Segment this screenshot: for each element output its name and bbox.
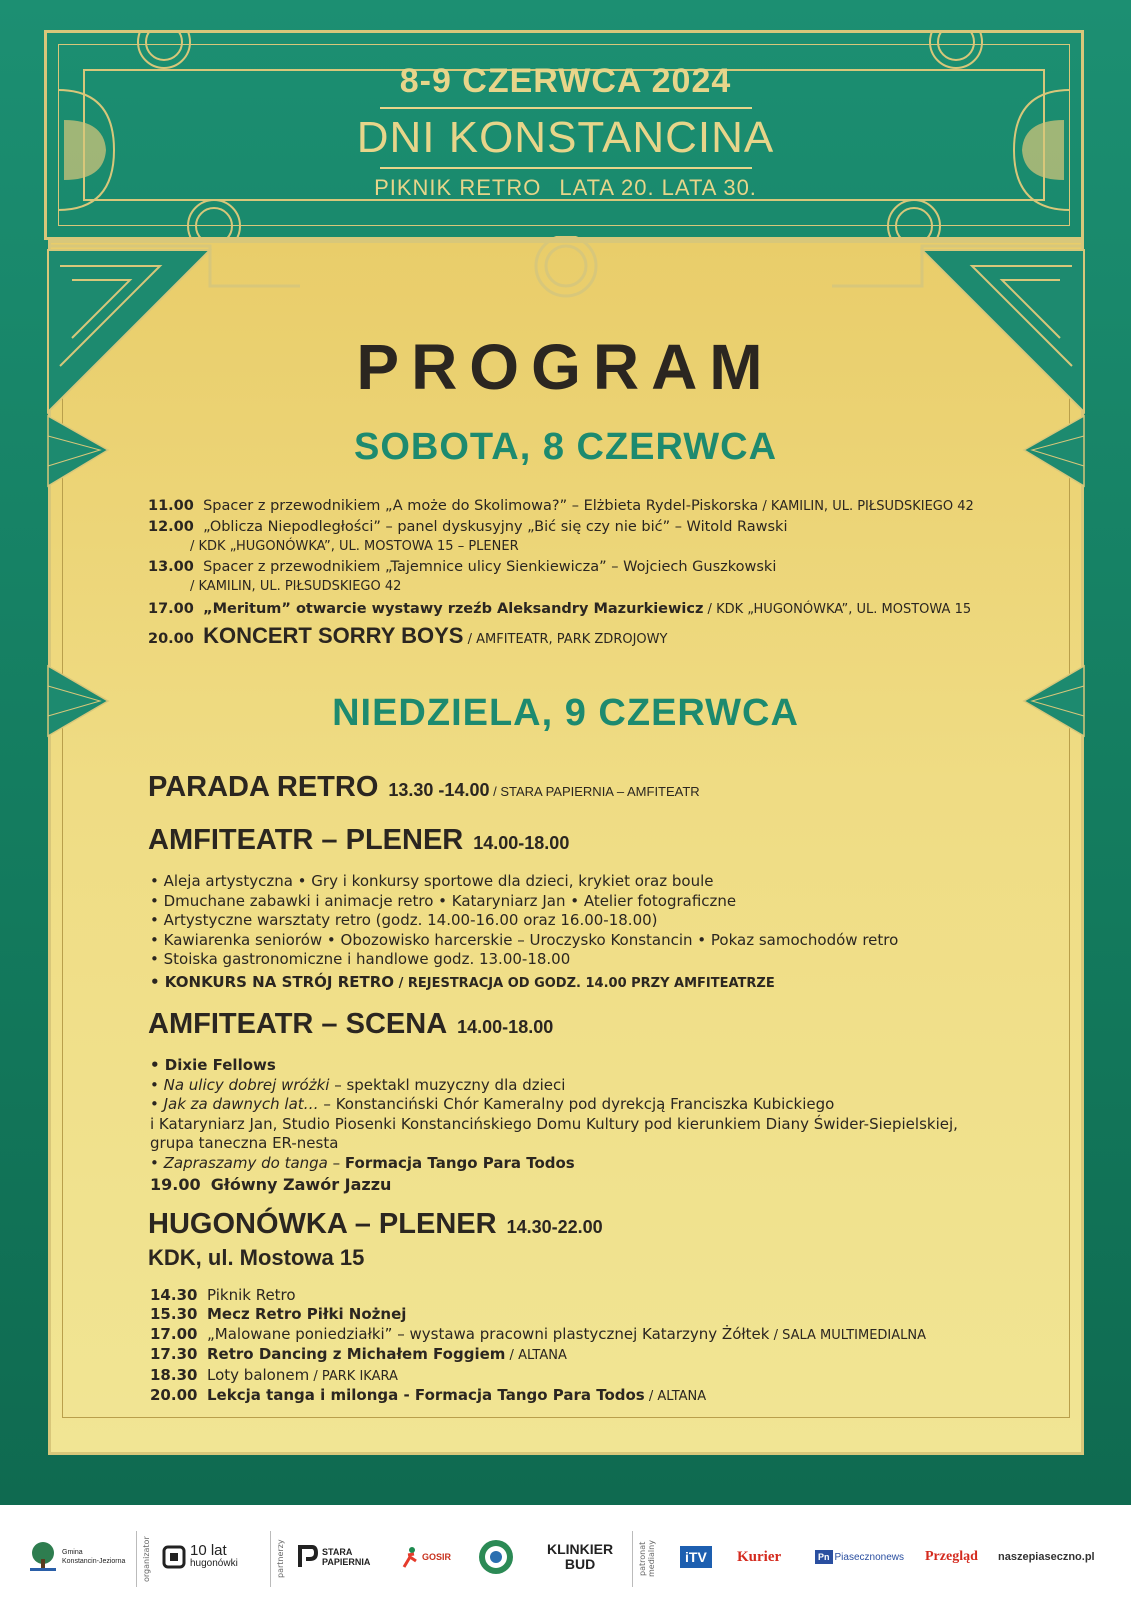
konkurs-item	[148, 973, 1048, 994]
hug-item-4	[148, 1345, 1048, 1366]
footer-divider	[270, 1531, 271, 1587]
konkurs-loc: / REJESTRACJA OD GODZ. 14.00 PRZY AMFITEATRZE	[394, 975, 775, 991]
hug-time: 14.30-22.00	[506, 1216, 603, 1237]
hugonowka-icon	[162, 1545, 186, 1569]
scena-heading	[148, 1007, 1048, 1044]
scena-3-title: • Jak za dawnych lat…	[150, 1095, 319, 1113]
plener-title: AMFITEATR – PLENER	[148, 824, 464, 856]
hug-6-time: 20.00	[150, 1386, 198, 1404]
gosir-text: GOSIR	[422, 1552, 452, 1562]
hug-item-3	[148, 1325, 1048, 1346]
scena-4-dash: –	[327, 1153, 345, 1172]
hug-3-text: „Malowane poniedziałki” – wystawa pracowni plastycznej Katarzyny Żółtek	[207, 1324, 770, 1343]
scena-2-title: • Na ulicy dobrej wróżki	[150, 1075, 330, 1094]
klinkier-line1: KLINKIER	[547, 1541, 614, 1557]
footer-divider	[136, 1531, 137, 1587]
sat-e1-time: 11.00	[148, 498, 194, 514]
papiernia-icon	[298, 1545, 318, 1569]
partnerzy-label: partnerzy	[276, 1539, 285, 1579]
event-date: 8-9 CZERWCA 2024	[399, 62, 732, 100]
stara-papiernia-logo	[298, 1535, 370, 1579]
scena-item-5	[148, 1175, 1048, 1195]
scena-5-time: 19.00	[150, 1175, 201, 1194]
patronat-label	[638, 1531, 658, 1587]
hug-5-text: Loty balonem	[207, 1365, 310, 1384]
sat-e4-loc: / KDK „HUGONÓWKA”, UL. MOSTOWA 15	[703, 602, 972, 617]
sat-e3-loc: / KAMILIN, UL. PIŁSUDSKIEGO 42	[190, 579, 402, 594]
header-rule	[380, 107, 752, 109]
sat-e1-loc: / KAMILIN, UL. PIŁSUDSKIEGO 42	[758, 499, 974, 514]
plener-item: • Stoiska gastronomiczne i handlowe godz. 13.00-18.00	[150, 950, 571, 968]
sat-event-3	[148, 557, 1048, 577]
scena-1-text: • Dixie Fellows	[150, 1056, 276, 1074]
hug-4-text: Retro Dancing z Michałem Foggiem	[207, 1345, 506, 1363]
hug-2-time: 15.30	[150, 1305, 198, 1323]
gmina-logo	[28, 1535, 125, 1579]
plener-item: • Aleja artystyczna • Gry i konkursy sportowe dla dzieci, krykiet oraz boule	[150, 872, 714, 890]
scena-list	[148, 1056, 1048, 1195]
hug-list	[148, 1286, 1048, 1407]
klinkier-line2: BUD	[564, 1556, 596, 1572]
sat-e5-loc: / AMFITEATR, PARK ZDROJOWY	[463, 632, 668, 647]
parada-time: 13.30 -14.00	[388, 780, 490, 800]
hug-5-loc: / PARK IKARA	[309, 1368, 398, 1384]
scena-4-title: • Zapraszamy do tanga	[150, 1153, 328, 1172]
event-title: DNI KONSTANCINA	[356, 113, 775, 162]
hug-item-5	[148, 1366, 1048, 1387]
scena-title: AMFITEATR – SCENA	[148, 1008, 448, 1040]
scouting-logo	[477, 1535, 515, 1579]
hug-4-loc: / ALTANA	[505, 1348, 567, 1363]
plener-heading	[148, 823, 1048, 860]
scena-item-3b: i Kataryniarz Jan, Studio Piosenki Konstancińskiego Domu Kultury pod kierunkiem Diany Świder-Siepielskiej,	[150, 1114, 958, 1133]
gmina-line1: Gmina	[62, 1549, 83, 1556]
hugonowka-line1: 10 lat	[190, 1542, 227, 1559]
papiernia-line2: PAPIERNIA	[322, 1557, 371, 1567]
scena-4-text: Formacja Tango Para Todos	[344, 1153, 575, 1172]
sat-e2-text: „Oblicza Niepodległości” – panel dyskusyjny „Bić się czy nie bić” – Witold Rawski	[203, 519, 788, 535]
header-rule-2	[380, 167, 752, 169]
hug-4-time: 17.30	[150, 1345, 198, 1363]
papiernia-line1: STARA	[322, 1547, 353, 1557]
sat-e3-text: Spacer z przewodnikiem „Tajemnice ulicy Sienkiewicza” – Wojciech Guszkowski	[203, 559, 777, 575]
scena-item-2	[148, 1076, 1048, 1096]
hug-item-1	[148, 1286, 1048, 1306]
tree-icon	[28, 1541, 58, 1573]
hug-title: HUGONÓWKA – PLENER	[148, 1207, 497, 1240]
sponsor-footer	[0, 1505, 1131, 1600]
plener-item: • Artystyczne warsztaty retro (godz. 14.00-16.00 oraz 16.00-18.00)	[150, 911, 658, 929]
gmina-line2: Konstancin-Jeziorna	[62, 1558, 126, 1565]
header-text	[0, 62, 1131, 201]
plener-time: 14.00-18.00	[473, 833, 570, 853]
naszepiaseczno-logo	[998, 1535, 1095, 1579]
saturday-heading: SOBOTA, 8 CZERWCA	[353, 426, 778, 468]
parada-heading	[148, 770, 1048, 809]
hugonowka-logo	[162, 1535, 238, 1579]
piasecznonews-logo	[815, 1535, 904, 1579]
runner-icon	[398, 1545, 422, 1569]
sat-event-4	[148, 599, 1048, 620]
plener-item: • Kawiarenka seniorów • Obozowisko harcerskie – Uroczysko Konstancin • Pokaz samochodów retro	[150, 930, 899, 949]
footer-divider	[632, 1531, 633, 1587]
parada-title: PARADA RETRO	[148, 771, 379, 803]
plener-list	[148, 872, 1048, 993]
hug-1-time: 14.30	[150, 1285, 198, 1304]
subtitle-lata: LATA 20. LATA 30.	[559, 175, 757, 200]
scena-item-3	[148, 1095, 1048, 1115]
sunday-schedule	[148, 770, 1048, 1407]
hug-subtitle: KDK, ul. Mostowa 15	[148, 1244, 365, 1270]
hug-heading	[148, 1207, 1048, 1244]
patronat-line1: patronat	[638, 1541, 647, 1577]
piasecznonews-text: Piasecznonews	[834, 1551, 904, 1563]
klinkier-bud-logo	[547, 1535, 613, 1579]
hugonowka-line2: hugonówki	[190, 1558, 238, 1569]
sat-e4-text: „Meritum” otwarcie wystawy rzeźb Aleksandry Mazurkiewicz	[203, 601, 704, 617]
przeglad-text: Przegląd	[925, 1549, 978, 1564]
sat-event-5	[148, 623, 1048, 650]
subtitle-piknik: PIKNIK RETRO	[374, 175, 542, 200]
hug-1-text: Piknik Retro	[207, 1285, 296, 1304]
sat-e1-text: Spacer z przewodnikiem „A może do Skolimowa?” – Elżbieta Rydel-Piskorska	[203, 498, 759, 514]
hug-6-text: Lekcja tanga i milonga - Formacja Tango Para Todos	[207, 1386, 645, 1404]
scena-3-text: – Konstanciński Chór Kameralny pod dyrekcją Franciszka Kubickiego	[318, 1095, 835, 1113]
sat-e5-text: KONCERT SORRY BOYS	[203, 623, 464, 648]
sat-event-1	[148, 496, 1048, 517]
przeglad-logo	[925, 1535, 978, 1579]
hug-3-loc: / SALA MULTIMEDIALNA	[769, 1327, 927, 1343]
kurier-logo	[737, 1535, 781, 1579]
plener-item: • Dmuchane zabawki i animacje retro • Kataryniarz Jan • Atelier fotograficzne	[150, 891, 737, 910]
sat-e4-time: 17.00	[148, 601, 194, 617]
hug-item-6	[148, 1386, 1048, 1407]
program-title: PROGRAM	[356, 331, 775, 403]
scena-2-text: – spektakl muzyczny dla dzieci	[329, 1075, 566, 1094]
kurier-text: Kurier	[737, 1548, 782, 1565]
hug-item-2	[148, 1305, 1048, 1325]
saturday-schedule	[148, 496, 1048, 650]
konkurs-label: • KONKURS NA STRÓJ RETRO	[150, 972, 395, 991]
sat-e5-time: 20.00	[148, 631, 194, 647]
sat-e2-time: 12.00	[148, 519, 194, 535]
gosir-logo	[398, 1535, 451, 1579]
hug-2-text: Mecz Retro Piłki Nożnej	[207, 1305, 407, 1323]
hug-6-loc: / ALTANA	[644, 1389, 707, 1404]
scena-item-4	[148, 1154, 1048, 1174]
hug-3-time: 17.00	[150, 1324, 198, 1343]
scena-item-1	[148, 1056, 1048, 1076]
itv-text: iTV	[680, 1546, 712, 1568]
parada-loc: / STARA PAPIERNIA – AMFITEATR	[489, 784, 700, 799]
scena-item-3c: grupa taneczna ER-nesta	[150, 1134, 339, 1152]
naszepiaseczno-text: naszepiaseczno.pl	[998, 1551, 1095, 1563]
pn-badge-icon: Pn	[815, 1550, 833, 1564]
itv-logo	[680, 1535, 712, 1579]
organizator-label: organizator	[142, 1536, 151, 1582]
patronat-line2: medialny	[647, 1540, 656, 1578]
emblem-icon	[477, 1538, 515, 1576]
scena-time: 14.00-18.00	[457, 1017, 554, 1037]
sat-e2-loc: / KDK „HUGONÓWKA”, UL. MOSTOWA 15 – PLENER	[190, 539, 519, 554]
sunday-heading: NIEDZIELA, 9 CZERWCA	[332, 692, 799, 734]
sat-e3-time: 13.00	[148, 559, 194, 575]
hug-5-time: 18.30	[150, 1365, 198, 1384]
event-subtitle	[0, 175, 1131, 201]
sat-event-2	[148, 517, 1048, 537]
scena-5-text: Główny Zawór Jazzu	[210, 1175, 392, 1194]
